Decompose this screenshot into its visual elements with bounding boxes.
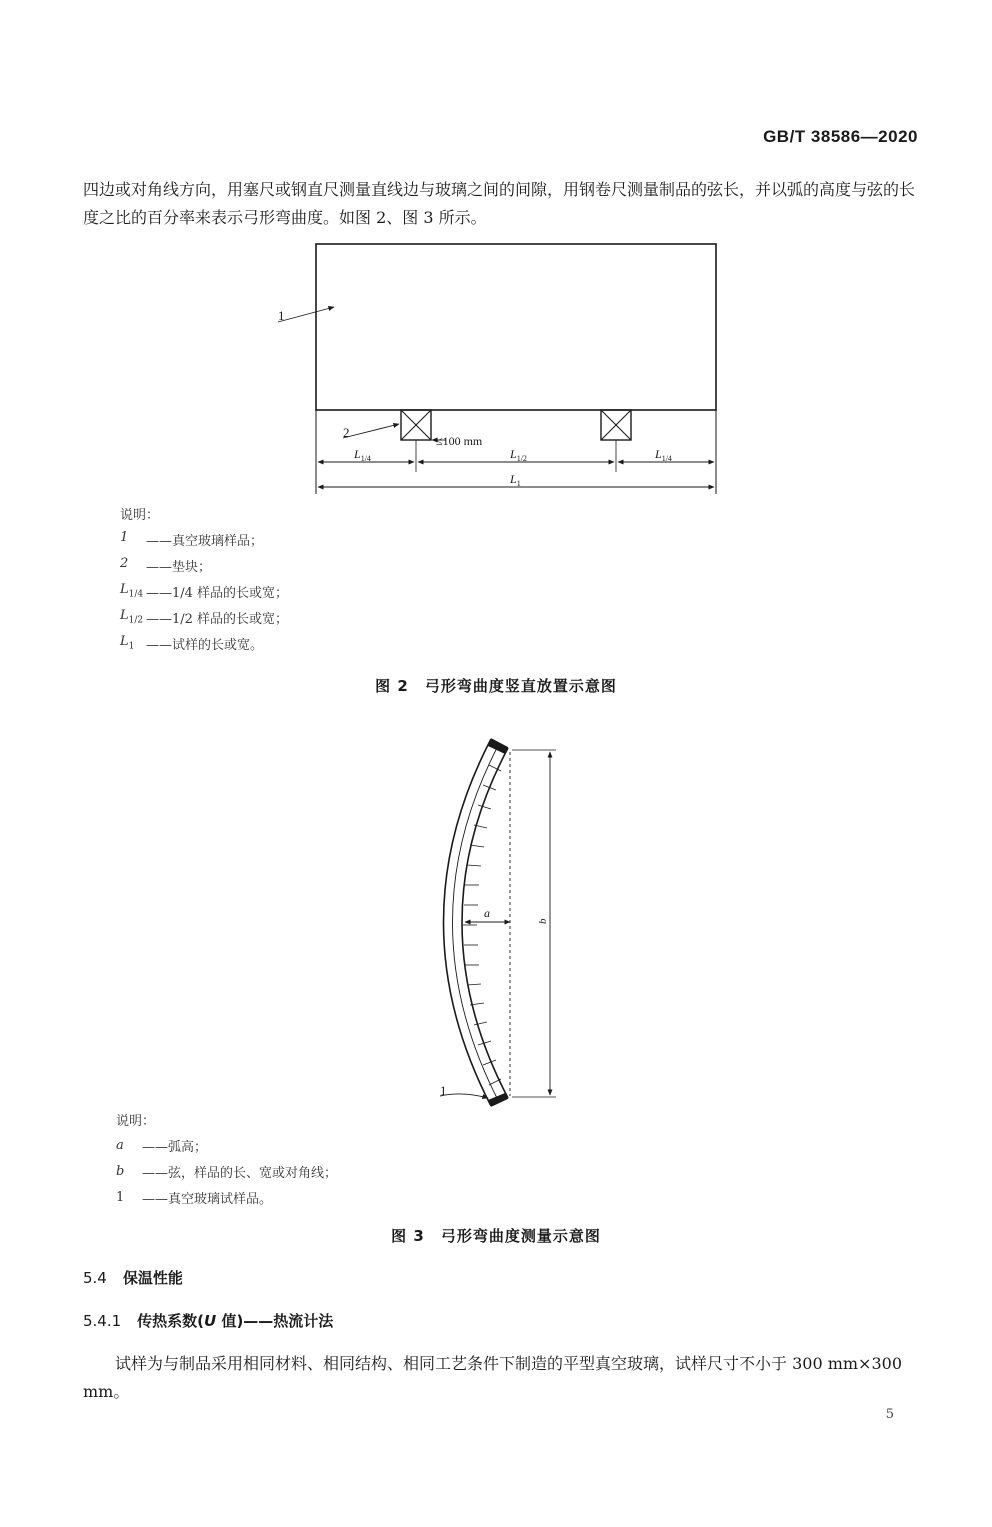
section-title: 保温性能 xyxy=(122,1269,183,1287)
glass-middle-arc xyxy=(453,744,500,1102)
legend-text: ——真空玻璃试样品。 xyxy=(142,1191,273,1207)
legend-symbol: 1 xyxy=(120,530,129,546)
section-5-4-1-heading xyxy=(83,1310,333,1331)
intro-paragraph: 四边或对角线方向，用塞尺或钢直尺测量直线边与玻璃之间的间隙，用钢卷尺测量制品的弦长，并以弧的高度与弦的长度之比的百分率来表示弓形弯曲度。如图 2、图 3 所示。 xyxy=(83,180,916,227)
body-paragraph: 试样为与制品采用相同材料、相同结构、相同工艺条件下制造的平型真空玻璃，试样尺寸不小于 300 mm×300 mm。 xyxy=(83,1354,903,1401)
legend-row xyxy=(116,1184,337,1210)
section-number: 5.4 xyxy=(83,1269,107,1287)
legend-symbol: a xyxy=(116,1137,124,1153)
arc-height-label: a xyxy=(484,906,490,920)
legend-symbol: $L_1$ xyxy=(120,634,135,652)
chord-label: b xyxy=(537,918,549,924)
legend-text: ——垫块； xyxy=(146,559,212,575)
figure-2-caption: 图 2 弓形弯曲度竖直放置示意图 xyxy=(375,677,617,695)
legend-text: ——试样的长或宽。 xyxy=(146,637,264,653)
standard-code: GB/T 38586—2020 xyxy=(763,127,918,146)
figure-3-caption: 图 3 弓形弯曲度测量示意图 xyxy=(391,1227,601,1245)
callout-1-label: 1 xyxy=(278,308,285,323)
callout-1-leader xyxy=(440,1094,488,1098)
section-title-italic: U xyxy=(204,1312,217,1330)
legend-text: ——弧高； xyxy=(142,1139,208,1155)
legend-title: 说明： xyxy=(116,1113,156,1129)
dim-total-label: $L_1$ xyxy=(510,472,521,488)
legend-text: ——1/4 样品的长或宽； xyxy=(146,585,289,601)
legend-symbol: b xyxy=(116,1163,125,1179)
legend-text: ——1/2 样品的长或宽； xyxy=(146,611,289,627)
section-title-post: 值)——热流计法 xyxy=(216,1312,334,1330)
glass-outer-arc xyxy=(444,739,492,1106)
dim-left-label: $L_{1/4}$ xyxy=(354,447,371,463)
legend-text: ——弦，样品的长、宽或对角线； xyxy=(142,1165,338,1181)
section-number: 5.4.1 xyxy=(83,1312,122,1330)
figure-3-legend xyxy=(116,1106,337,1210)
legend-symbol: 1 xyxy=(116,1189,125,1205)
legend-text: ——真空玻璃样品； xyxy=(146,533,264,549)
legend-symbol: 2 xyxy=(120,556,129,572)
legend-row xyxy=(116,1158,337,1184)
legend-symbol: $L_{1/2}$ xyxy=(120,608,144,626)
legend-row xyxy=(116,1132,337,1158)
section-title-pre: 传热系数( xyxy=(137,1312,205,1330)
legend-title: 说明： xyxy=(120,507,160,523)
dim-mid-label: $L_{1/2}$ xyxy=(510,447,527,463)
page-number: 5 xyxy=(885,1407,894,1422)
section-5-4-heading xyxy=(83,1267,183,1288)
callout-2-label: 2 xyxy=(343,425,350,440)
legend-symbol: $L_{1/4}$ xyxy=(120,582,144,600)
glass-inner-arc xyxy=(462,748,508,1098)
callout-1-label: 1 xyxy=(440,1083,447,1098)
gap-label: ≤100 mm xyxy=(436,434,483,448)
dim-right-label: $L_{1/4}$ xyxy=(655,447,672,463)
